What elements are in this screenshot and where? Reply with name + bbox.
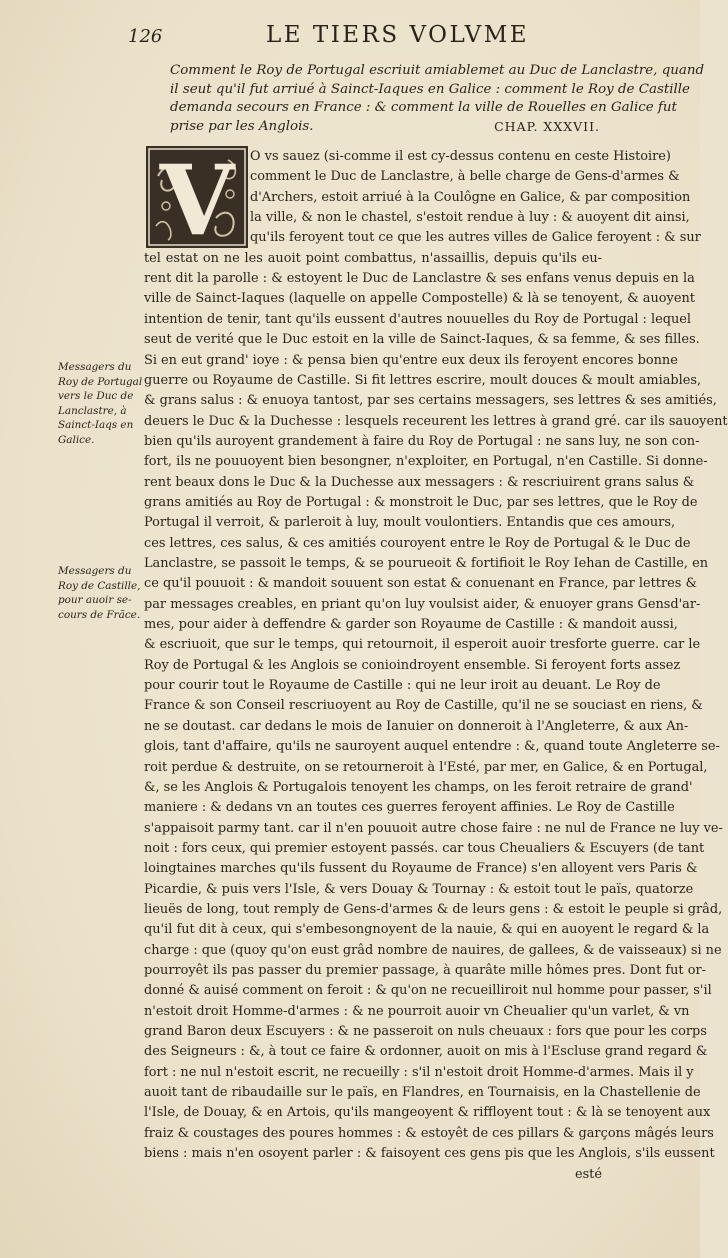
body-text-line: noit : fors ceux, qui premier estoyent passés. car tous Cheualiers & Escuyers (de tant bbox=[144, 840, 705, 856]
margin-note-portugal bbox=[58, 360, 142, 447]
running-title: LE TIERS VOLVME bbox=[266, 22, 530, 48]
margin-note-line: Messagers du bbox=[58, 361, 132, 373]
decorated-initial-ornament bbox=[146, 144, 248, 257]
margin-note-line: Sainct-Iaqs en bbox=[58, 419, 134, 431]
body-text-line: donné & auisé comment on feroit : & qu'on ne recueilliroit nul homme pour passer, s'il bbox=[144, 983, 712, 999]
body-text-line: O vs sauez (si-comme il est cy-dessus contenu en ceste Histoire) bbox=[250, 149, 671, 164]
body-text-line: d'Archers, estoit arriué à la Coulôgne en Galice, & par composition bbox=[250, 189, 691, 205]
body-text-line: &, se les Anglois & Portugalois tenoyent les champs, on les feroit retraire de grand' bbox=[144, 779, 693, 795]
body-text-line: ville de Sainct-Iaques (laquelle on appelle Compostelle) & là se tenoyent, & auoyent bbox=[144, 291, 695, 307]
margin-note-line: vers le Duc de bbox=[58, 390, 134, 402]
margin-note-line: cours de Frãce. bbox=[58, 608, 141, 621]
body-text-line: bien qu'ils auroyent grandement à faire du Roy de Portugal : ne sans luy, ne son con- bbox=[144, 433, 700, 449]
body-text-line: rent dit la parolle : & estoyent le Duc de Lanclastre & ses enfans venus depuis en la bbox=[144, 271, 695, 287]
body-text-line: lieuës de long, tout remply de Gens-d'armes & de leurs gens : & estoit le peuple si grâd, bbox=[144, 901, 723, 917]
body-text-line: tel estat on ne les auoit point combattus, n'assaillis, depuis qu'ils eu- bbox=[144, 250, 602, 266]
body-text-line: s'appaisoit parmy tant. car il n'en pouuoit autre chose faire : ne nul de France ne luy ve- bbox=[144, 820, 723, 836]
margin-note-line: Roy de Castille, bbox=[58, 579, 141, 592]
margin-note-line: Lanclastre, à bbox=[58, 404, 127, 417]
margin-note-line: Galice. bbox=[58, 433, 95, 446]
body-text-line: pour courir tout le Royaume de Castille : qui ne leur iroit au deuant. Le Roy de bbox=[144, 678, 661, 694]
body-text-line: guerre ou Royaume de Castille. Si fit lettres escrire, moult douces & moult amiables, bbox=[144, 372, 702, 388]
body-text-line: charge : que (quoy qu'on eust grâd nombre de nauires, de gallees, & de vaisseaux) si ne bbox=[144, 942, 722, 958]
body-text-line: Si en eut grand' ioye : & pensa bien qu'entre eux deux ils feroyent encores bonne bbox=[144, 352, 678, 368]
body-text-line: grand Baron deux Escuyers : & ne passeroit on nuls cheuaux : fors que pour les corps bbox=[144, 1024, 707, 1040]
margin-note-line: Messagers du bbox=[58, 565, 132, 577]
decorated-initial bbox=[146, 144, 248, 257]
body-text-line: roit perdue & destruite, on se retourneroit à l'Esté, par mer, en Galice, & en Portugal, bbox=[144, 759, 708, 775]
chapter-heading-line: Comment le Roy de Portugal escriuit amiablemet au Duc de Lanclastre, quand bbox=[170, 63, 705, 78]
body-text-line: Picardie, & puis vers l'Isle, & vers Douay & Tournay : & estoit tout le païs, quatorze bbox=[144, 881, 694, 897]
body-text-line: des Seigneurs : &, à tout ce faire & ordonner, auoit on mis à l'Escluse grand regard & bbox=[144, 1044, 708, 1060]
body-text-line: l'Isle, de Douay, & en Artois, qu'ils mangeoyent & riffloyent tout : & là se tenoyent aux bbox=[144, 1105, 711, 1121]
body-text-line: esté bbox=[574, 1166, 602, 1182]
chapter-heading-line: prise par les Anglois. bbox=[170, 118, 314, 134]
chapter-heading-last-line bbox=[170, 118, 600, 137]
body-text-line: fort, ils ne pouuoyent bien besongner, n'exploiter, en Portugal, n'en Castille. Si donne- bbox=[144, 454, 708, 470]
body-text-line: la ville, & non le chastel, s'estoit rendue à luy : & auoyent dit ainsi, bbox=[250, 210, 690, 226]
body-text-line: Portugal il verroit, & parleroit à luy, moult voulontiers. Entandis que ces amours, bbox=[144, 515, 676, 531]
chapter-label: CHAP. XXXVII. bbox=[494, 118, 600, 134]
body-text-line: France & son Conseil rescriuoyent au Roy de Castille, qu'il ne se souciast en riens, & bbox=[144, 698, 703, 714]
body-text-line: Lanclastre, se passoit le temps, & se pourueoit & fortifioit le Roy Iehan de Castille, en bbox=[144, 556, 709, 571]
body-text-line: deuers le Duc & la Duchesse : lesquels receurent les lettres à grand gré. car ils sauoyent bbox=[144, 413, 728, 429]
body-text-line: n'estoit droit Homme-d'armes : & ne pourroit auoir vn Cheualier qu'un varlet, & vn bbox=[144, 1003, 690, 1019]
chapter-heading-line: il seut qu'il fut arriué à Sainct-Iaques en Galice : comment le Roy de Castille bbox=[170, 81, 690, 97]
dropcap-letter: V bbox=[159, 144, 235, 257]
body-text-line: maniere : & dedans vn an toutes ces guerres feroyent affinies. Le Roy de Castille bbox=[144, 800, 675, 816]
body-text-line: ce qu'il pouuoit : & mandoit souuent son estat & conuenant en France, par lettres & bbox=[144, 576, 697, 592]
body-text-line: & grans salus : & enuoya tantost, par ses certains messagers, ses lettres & ses amitiés, bbox=[144, 393, 717, 409]
page-number: 126 bbox=[128, 26, 163, 47]
chapter-heading bbox=[170, 62, 705, 136]
body-text-line: qu'il fut dit à ceux, qui s'embesongnoyent de la nauie, & qui en auoyent le regard & la bbox=[144, 922, 710, 938]
body-text-line: Roy de Portugal & les Anglois se conioindroyent ensemble. Si feroyent forts assez bbox=[144, 657, 681, 673]
body-text-line: qu'ils feroyent tout ce que les autres villes de Galice feroyent : & sur bbox=[250, 230, 701, 246]
margin-note-line: pour auoir se- bbox=[58, 594, 132, 606]
body-text-line: mes, pour aider à deffendre & garder son Royaume de Castille : & mandoit aussi, bbox=[144, 617, 678, 633]
body-text-line: ne se doutast. car dedans le mois de Ianuier on donneroit à l'Angleterre, & aux An- bbox=[144, 718, 689, 734]
body-text-line: biens : mais n'en osoyent parler : & faisoyent ces gens pis que les Anglois, s'ils eussent bbox=[144, 1146, 715, 1162]
chapter-heading-line: demanda secours en France : & comment la ville de Rouelles en Galice fut bbox=[170, 100, 677, 115]
body-text-line: ces lettres, ces salus, & ces amitiés couroyent entre le Roy de Portugal & le Duc de bbox=[144, 535, 691, 551]
body-text-line: rent beaux dons le Duc & la Duchesse aux messagers : & rescriuirent grans salus & bbox=[144, 474, 695, 490]
body-text-line: & escriuoit, que sur le temps, qui retournoit, il esperoit auoir tresforte guerre. car le bbox=[144, 637, 701, 653]
body-text-line: fraiz & coustages des poures hommes : & estoyêt de ces pillars & garçons mâgés leurs bbox=[144, 1125, 714, 1141]
body-text-line: loingtaines marches qu'ils fussent du Royaume de France) s'en alloyent vers Paris & bbox=[144, 861, 698, 877]
body-text-line: intention de tenir, tant qu'ils eussent d'autres nouuelles du Roy de Portugal : lequel bbox=[144, 311, 692, 327]
margin-note-castille bbox=[58, 564, 140, 622]
body-text-line: glois, tant d'affaire, qu'ils ne sauroyent auquel entendre : &, quand toute Angleterre se- bbox=[144, 739, 720, 755]
body-text-line: fort : ne nul n'estoit escrit, ne recueilly : s'il n'estoit droit Homme-d'armes. Mais il y bbox=[144, 1064, 694, 1080]
body-text-line: grans amitiés au Roy de Portugal : & monstroit le Duc, par ses lettres, que le Roy de bbox=[144, 494, 698, 510]
margin-note-line: Roy de Portugal bbox=[58, 375, 143, 388]
body-text-line: seut de verité que le Duc estoit en la ville de Sainct-Iaques, & sa femme, & ses filles. bbox=[144, 332, 700, 348]
page-header bbox=[128, 22, 598, 52]
body-text-line: comment le Duc de Lanclastre, à belle charge de Gens-d'armes & bbox=[250, 169, 680, 185]
body-text-line: auoit tant de ribaudaille sur le païs, en Flandres, en Tournaisis, en la Chastellenie de bbox=[144, 1085, 701, 1101]
body-text-line: pourroyêt ils pas passer du premier passage, à quarâte mille hômes pres. Dont fut or- bbox=[144, 963, 706, 978]
body-text-line: par messages creables, en priant qu'on luy voulsist aider, & enuoyer grans Gensd'ar- bbox=[144, 596, 701, 612]
